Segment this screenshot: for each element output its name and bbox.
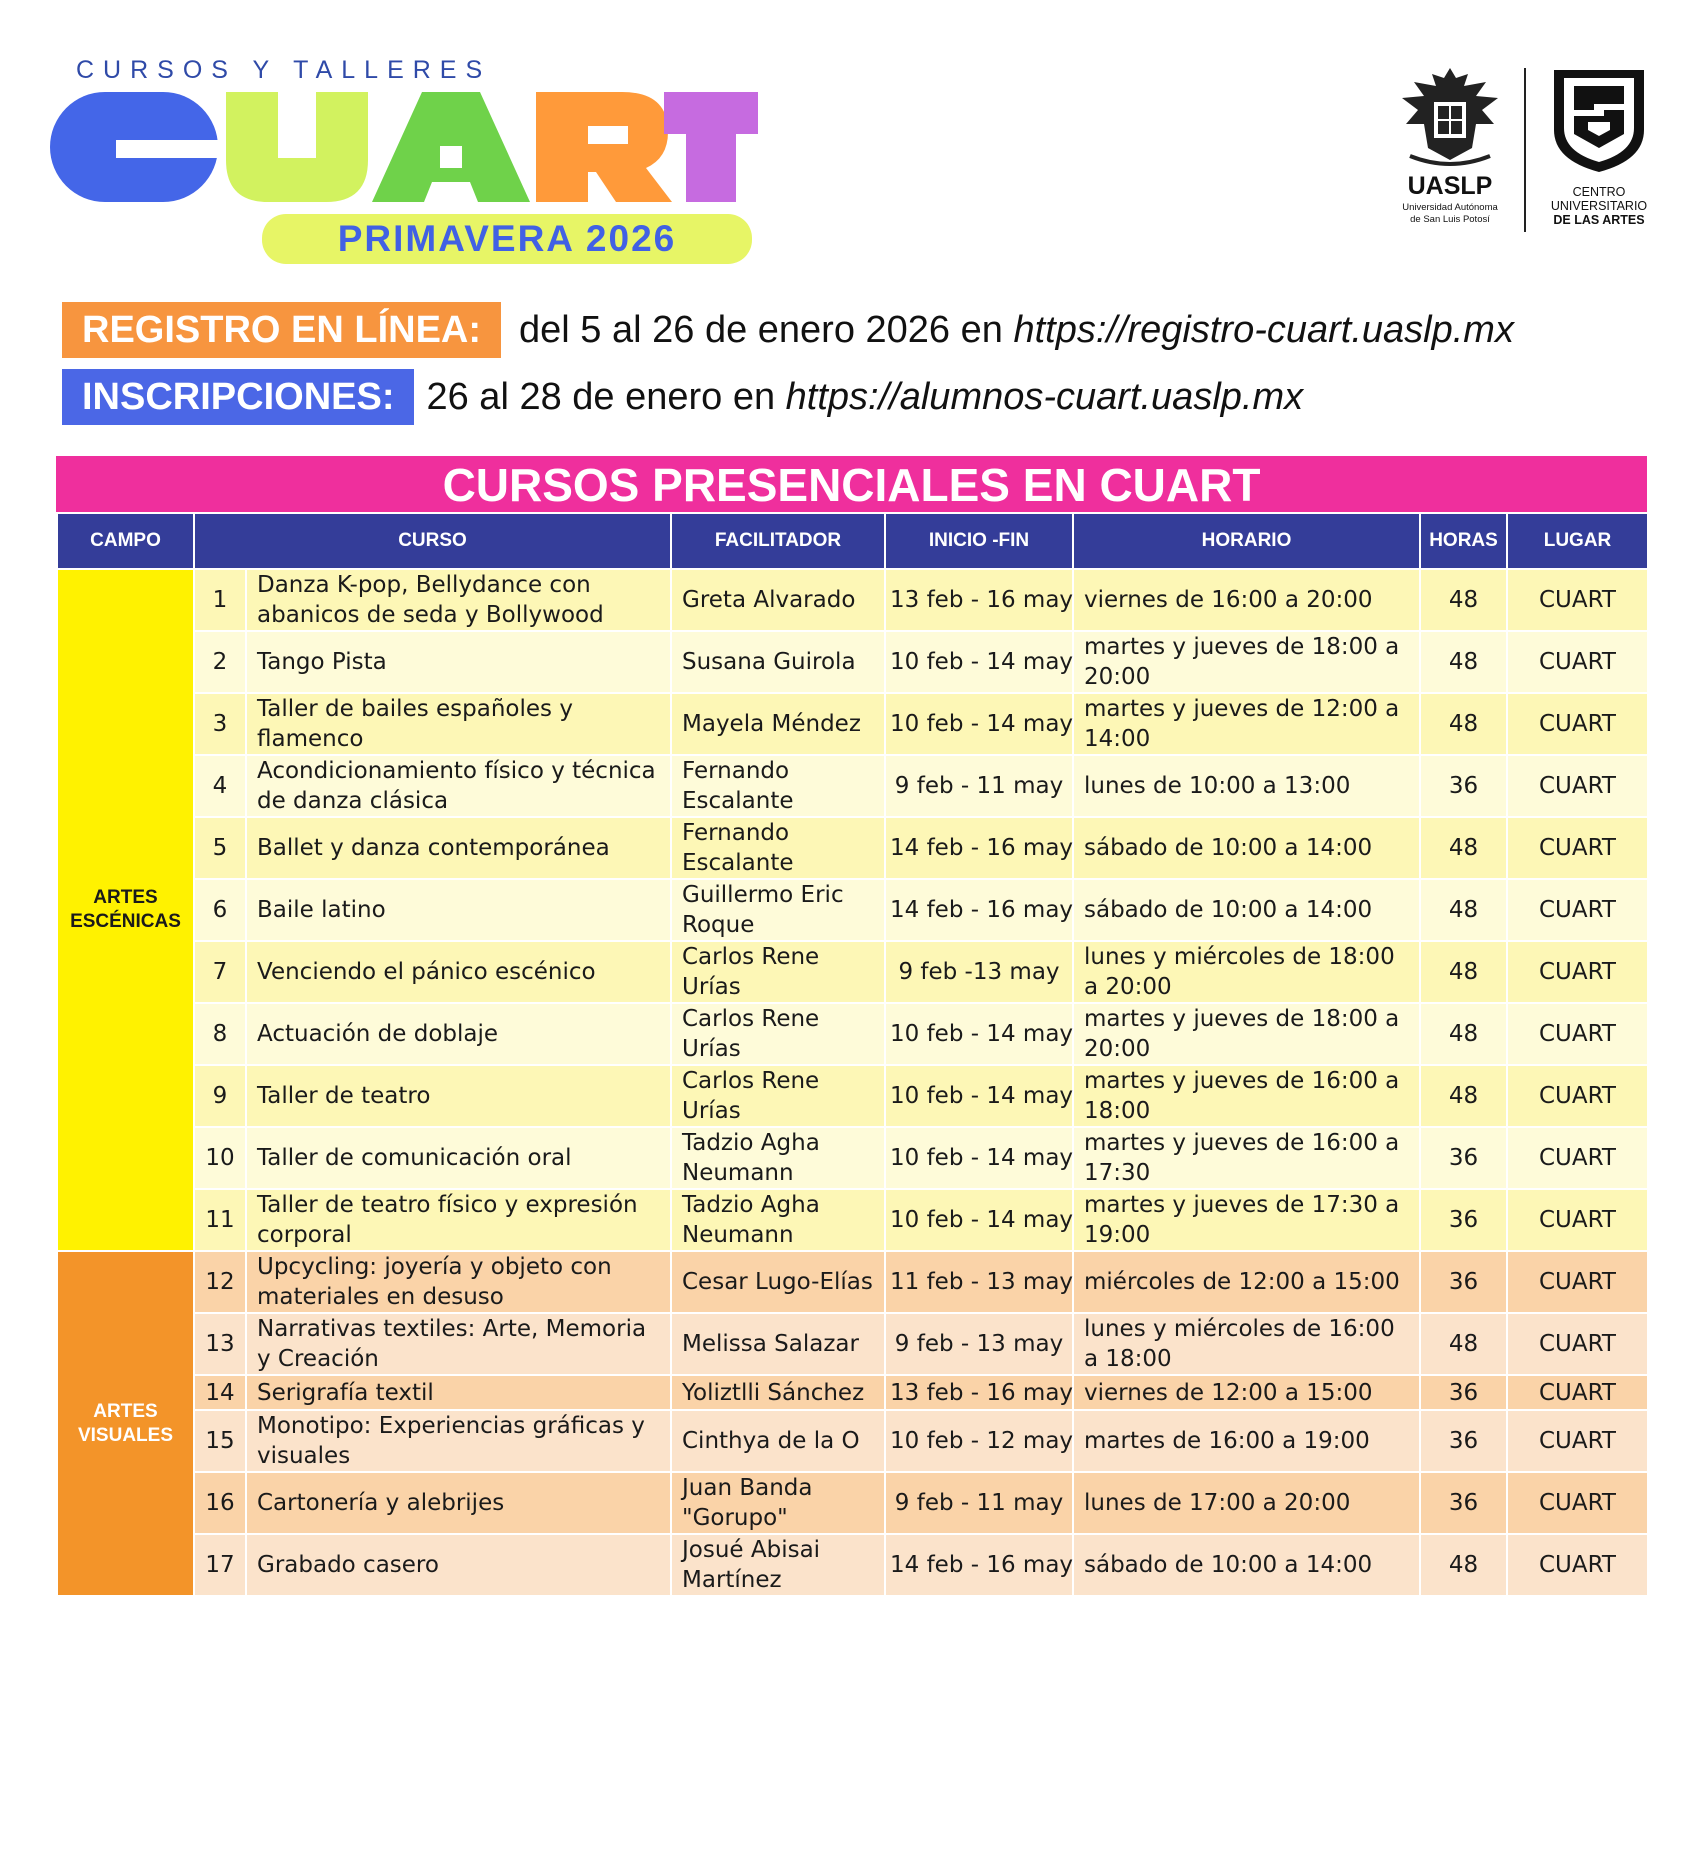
header-horario: HORARIO [1073, 513, 1420, 569]
course-number: 10 [194, 1127, 246, 1189]
cuart-shield-icon [1538, 64, 1660, 176]
course-location: CUART [1507, 1127, 1648, 1189]
series-subtitle: CURSOS Y TALLERES [76, 56, 492, 84]
enrollment-row [62, 369, 1303, 425]
uaslp-logo [1390, 64, 1510, 234]
course-hours: 36 [1420, 755, 1507, 817]
wordmark-letter-r [536, 92, 672, 202]
course-name: Taller de teatro [246, 1065, 671, 1127]
course-hours: 36 [1420, 1472, 1507, 1534]
course-hours: 36 [1420, 1375, 1507, 1410]
course-schedule: lunes y miércoles de 18:00 a 20:00 [1073, 941, 1420, 1003]
course-location: CUART [1507, 1375, 1648, 1410]
course-name: Tango Pista [246, 631, 671, 693]
institution-logos [1390, 64, 1660, 234]
course-number: 8 [194, 1003, 246, 1065]
course-number: 4 [194, 755, 246, 817]
course-hours: 36 [1420, 1410, 1507, 1472]
course-dates: 14 feb - 16 may [885, 1534, 1073, 1596]
course-dates: 10 feb - 14 may [885, 631, 1073, 693]
cuart-logo [1538, 64, 1660, 234]
campo-artes-visuales: ARTES VISUALES [57, 1251, 194, 1596]
table-row [57, 879, 1648, 941]
uaslp-name: UASLP [1407, 172, 1493, 200]
course-facilitator: Susana Guirola [671, 631, 885, 693]
course-number: 13 [194, 1313, 246, 1375]
course-facilitator: Cesar Lugo-Elías [671, 1251, 885, 1313]
table-row [57, 1534, 1648, 1596]
course-dates: 10 feb - 12 may [885, 1410, 1073, 1472]
course-schedule: martes y jueves de 18:00 a 20:00 [1073, 631, 1420, 693]
course-hours: 48 [1420, 817, 1507, 879]
course-schedule: viernes de 12:00 a 15:00 [1073, 1375, 1420, 1410]
course-number: 16 [194, 1472, 246, 1534]
course-hours: 48 [1420, 1065, 1507, 1127]
course-schedule: martes y jueves de 18:00 a 20:00 [1073, 1003, 1420, 1065]
course-name: Monotipo: Experiencias gráficas y visuales [246, 1410, 671, 1472]
courses-table [56, 512, 1649, 1597]
wordmark-letter-t [664, 92, 758, 202]
course-name: Acondicionamiento físico y técnica de danza clásica [246, 755, 671, 817]
online-registration-text: del 5 al 26 de enero 2026 en https://registro-cuart.uaslp.mx [519, 308, 1514, 351]
course-schedule: martes y jueves de 16:00 a 17:30 [1073, 1127, 1420, 1189]
course-schedule: martes y jueves de 16:00 a 18:00 [1073, 1065, 1420, 1127]
course-name: Cartonería y alebrijes [246, 1472, 671, 1534]
course-facilitator: Greta Alvarado [671, 569, 885, 631]
courses-table-section [56, 456, 1647, 1597]
table-row [57, 693, 1648, 755]
course-name: Grabado casero [246, 1534, 671, 1596]
header-facilitador: FACILITADOR [671, 513, 885, 569]
course-facilitator: Carlos Rene Urías [671, 941, 885, 1003]
course-dates: 10 feb - 14 may [885, 693, 1073, 755]
course-facilitator: Mayela Méndez [671, 693, 885, 755]
course-location: CUART [1507, 1410, 1648, 1472]
table-row [57, 1472, 1648, 1534]
course-number: 7 [194, 941, 246, 1003]
course-number: 9 [194, 1065, 246, 1127]
course-schedule: lunes y miércoles de 16:00 a 18:00 [1073, 1313, 1420, 1375]
cuart-logo-bold-text: DE LAS ARTES [1553, 213, 1645, 227]
course-schedule: miércoles de 12:00 a 15:00 [1073, 1251, 1420, 1313]
course-location: CUART [1507, 1472, 1648, 1534]
cuart-wordmark [50, 88, 760, 206]
course-hours: 48 [1420, 569, 1507, 631]
course-location: CUART [1507, 693, 1648, 755]
course-location: CUART [1507, 1189, 1648, 1251]
table-row [57, 755, 1648, 817]
course-dates: 14 feb - 16 may [885, 817, 1073, 879]
course-hours: 48 [1420, 631, 1507, 693]
uaslp-crest-icon [1390, 64, 1510, 168]
enrollment-label: INSCRIPCIONES: [62, 369, 414, 425]
course-hours: 36 [1420, 1251, 1507, 1313]
course-location: CUART [1507, 941, 1648, 1003]
course-number: 2 [194, 631, 246, 693]
header-campo: CAMPO [57, 513, 194, 569]
course-name: Taller de teatro físico y expresión corporal [246, 1189, 671, 1251]
online-registration-row [62, 302, 1514, 358]
course-name: Actuación de doblaje [246, 1003, 671, 1065]
course-name: Taller de bailes españoles y flamenco [246, 693, 671, 755]
table-row [57, 1065, 1648, 1127]
uaslp-description: Universidad Autónoma de San Luis Potosí [1402, 202, 1498, 225]
course-hours: 36 [1420, 1189, 1507, 1251]
course-location: CUART [1507, 817, 1648, 879]
course-number: 14 [194, 1375, 246, 1410]
wordmark-letter-a [372, 92, 530, 202]
course-dates: 13 feb - 16 may [885, 1375, 1073, 1410]
course-number: 17 [194, 1534, 246, 1596]
wordmark-letter-c [50, 92, 218, 202]
table-row [57, 1410, 1648, 1472]
course-number: 1 [194, 569, 246, 631]
course-facilitator: Josué Abisai Martínez [671, 1534, 885, 1596]
course-name: Narrativas textiles: Arte, Memoria y Creación [246, 1313, 671, 1375]
course-hours: 48 [1420, 941, 1507, 1003]
table-row [57, 1375, 1648, 1410]
course-dates: 10 feb - 14 may [885, 1003, 1073, 1065]
course-dates: 10 feb - 14 may [885, 1189, 1073, 1251]
campo-artes-escenicas: ARTES ESCÉNICAS [57, 569, 194, 1251]
online-registration-label: REGISTRO EN LÍNEA: [62, 302, 501, 358]
course-location: CUART [1507, 569, 1648, 631]
course-facilitator: Guillermo Eric Roque [671, 879, 885, 941]
table-row [57, 941, 1648, 1003]
course-name: Danza K-pop, Bellydance con abanicos de seda y Bollywood [246, 569, 671, 631]
course-schedule: viernes de 16:00 a 20:00 [1073, 569, 1420, 631]
course-facilitator: Fernando Escalante [671, 817, 885, 879]
course-hours: 48 [1420, 693, 1507, 755]
course-hours: 48 [1420, 879, 1507, 941]
course-schedule: sábado de 10:00 a 14:00 [1073, 1534, 1420, 1596]
course-number: 11 [194, 1189, 246, 1251]
course-number: 15 [194, 1410, 246, 1472]
table-row [57, 569, 1648, 631]
course-facilitator: Tadzio Agha Neumann [671, 1189, 885, 1251]
course-name: Ballet y danza contemporánea [246, 817, 671, 879]
table-row [57, 1127, 1648, 1189]
course-name: Upcycling: joyería y objeto con materiales en desuso [246, 1251, 671, 1313]
cuart-logo-text: CENTRO UNIVERSITARIO [1550, 185, 1648, 213]
course-location: CUART [1507, 1313, 1648, 1375]
header-fechas: INICIO -FIN [885, 513, 1073, 569]
course-schedule: sábado de 10:00 a 14:00 [1073, 879, 1420, 941]
wordmark-letter-u [226, 92, 368, 202]
course-location: CUART [1507, 1003, 1648, 1065]
course-dates: 11 feb - 13 may [885, 1251, 1073, 1313]
table-row [57, 1313, 1648, 1375]
course-location: CUART [1507, 631, 1648, 693]
course-name: Baile latino [246, 879, 671, 941]
table-header-row [57, 513, 1648, 569]
course-facilitator: Yoliztlli Sánchez [671, 1375, 885, 1410]
course-facilitator: Melissa Salazar [671, 1313, 885, 1375]
course-dates: 10 feb - 14 may [885, 1065, 1073, 1127]
course-facilitator: Cinthya de la O [671, 1410, 885, 1472]
course-facilitator: Tadzio Agha Neumann [671, 1127, 885, 1189]
header-lugar: LUGAR [1507, 513, 1648, 569]
course-hours: 48 [1420, 1534, 1507, 1596]
course-schedule: lunes de 10:00 a 13:00 [1073, 755, 1420, 817]
course-name: Serigrafía textil [246, 1375, 671, 1410]
course-location: CUART [1507, 1251, 1648, 1313]
course-schedule: lunes de 17:00 a 20:00 [1073, 1472, 1420, 1534]
course-dates: 9 feb -13 may [885, 941, 1073, 1003]
course-facilitator: Fernando Escalante [671, 755, 885, 817]
enrollment-url-link[interactable]: https://alumnos-cuart.uaslp.mx [785, 375, 1304, 418]
header-curso: CURSO [194, 513, 671, 569]
course-facilitator: Juan Banda "Gorupo" [671, 1472, 885, 1534]
table-row [57, 1003, 1648, 1065]
edition-badge: PRIMAVERA 2026 [262, 214, 752, 264]
course-schedule: martes de 16:00 a 19:00 [1073, 1410, 1420, 1472]
table-row [57, 631, 1648, 693]
course-dates: 14 feb - 16 may [885, 879, 1073, 941]
logo-divider [1524, 68, 1526, 232]
course-dates: 13 feb - 16 may [885, 569, 1073, 631]
course-dates: 9 feb - 13 may [885, 1313, 1073, 1375]
course-dates: 10 feb - 14 may [885, 1127, 1073, 1189]
course-dates: 9 feb - 11 may [885, 755, 1073, 817]
course-facilitator: Carlos Rene Urías [671, 1003, 885, 1065]
course-dates: 9 feb - 11 may [885, 1472, 1073, 1534]
course-number: 5 [194, 817, 246, 879]
course-schedule: martes y jueves de 17:30 a 19:00 [1073, 1189, 1420, 1251]
course-facilitator: Carlos Rene Urías [671, 1065, 885, 1127]
course-number: 6 [194, 879, 246, 941]
course-location: CUART [1507, 1534, 1648, 1596]
table-row [57, 1251, 1648, 1313]
course-location: CUART [1507, 1065, 1648, 1127]
registration-url-link[interactable]: https://registro-cuart.uaslp.mx [1013, 308, 1514, 351]
course-location: CUART [1507, 755, 1648, 817]
course-hours: 48 [1420, 1003, 1507, 1065]
course-schedule: martes y jueves de 12:00 a 14:00 [1073, 693, 1420, 755]
course-name: Taller de comunicación oral [246, 1127, 671, 1189]
course-number: 12 [194, 1251, 246, 1313]
course-hours: 36 [1420, 1127, 1507, 1189]
course-location: CUART [1507, 879, 1648, 941]
course-number: 3 [194, 693, 246, 755]
enrollment-text: 26 al 28 de enero en https://alumnos-cuart.uaslp.mx [426, 375, 1304, 418]
header-horas: HORAS [1420, 513, 1507, 569]
table-row [57, 817, 1648, 879]
course-hours: 48 [1420, 1313, 1507, 1375]
table-row [57, 1189, 1648, 1251]
course-schedule: sábado de 10:00 a 14:00 [1073, 817, 1420, 879]
course-name: Venciendo el pánico escénico [246, 941, 671, 1003]
table-title: CURSOS PRESENCIALES EN CUART [56, 456, 1647, 512]
